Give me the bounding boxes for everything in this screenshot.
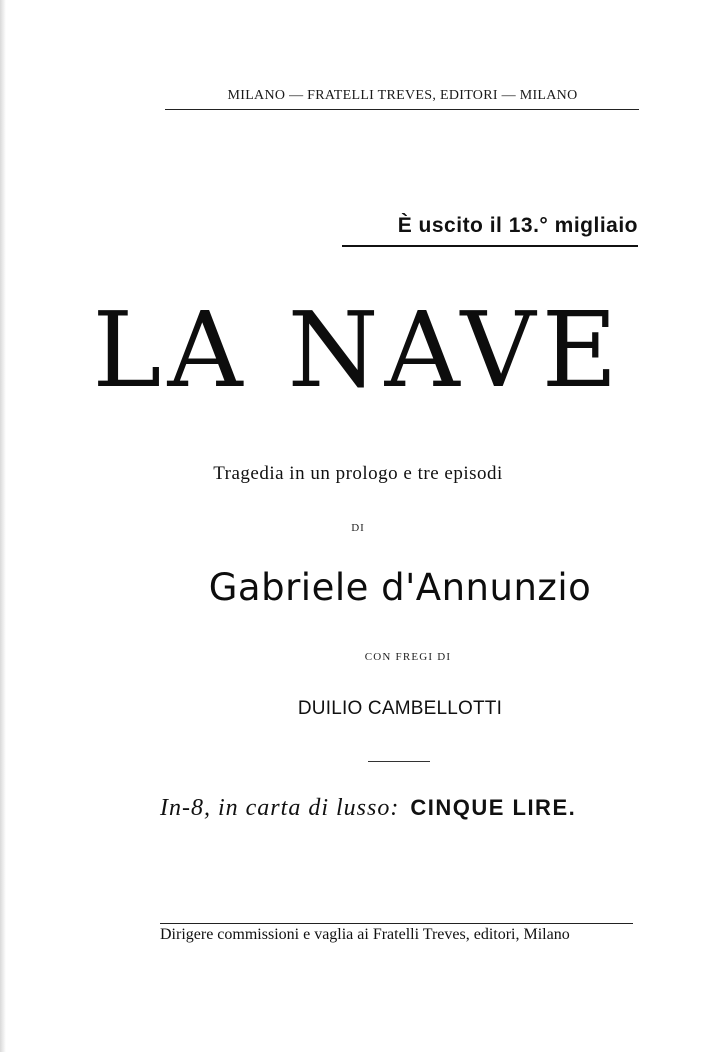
- illustrator-name: DUILIO CAMBELLOTTI: [297, 698, 503, 719]
- price-format: In-8, in carta di lusso:: [160, 795, 400, 821]
- footer-divider: [160, 923, 633, 924]
- publisher-header: MILANO — FRATELLI TREVES, EDITORI — MILANO: [227, 88, 578, 103]
- price-line: [160, 795, 576, 822]
- ornaments-by-label: CON FREGI DI: [364, 651, 452, 663]
- ordering-instructions: Dirigere commissioni e vaglia ai Fratelli Treves, editori, Milano: [160, 926, 570, 943]
- by-label: DI: [351, 522, 365, 534]
- price-amount: CINQUE LIRE.: [410, 795, 577, 820]
- section-divider: [368, 761, 430, 762]
- header-divider: [165, 109, 639, 110]
- edition-announcement: È uscito il 13.° migliaio: [397, 214, 638, 237]
- announcement-underline: [342, 245, 638, 247]
- book-subtitle: Tragedia in un prologo e tre episodi: [213, 463, 503, 484]
- author-name: Gabriele d'Annunzio: [208, 566, 592, 609]
- book-title: LA NAVE: [92, 289, 624, 411]
